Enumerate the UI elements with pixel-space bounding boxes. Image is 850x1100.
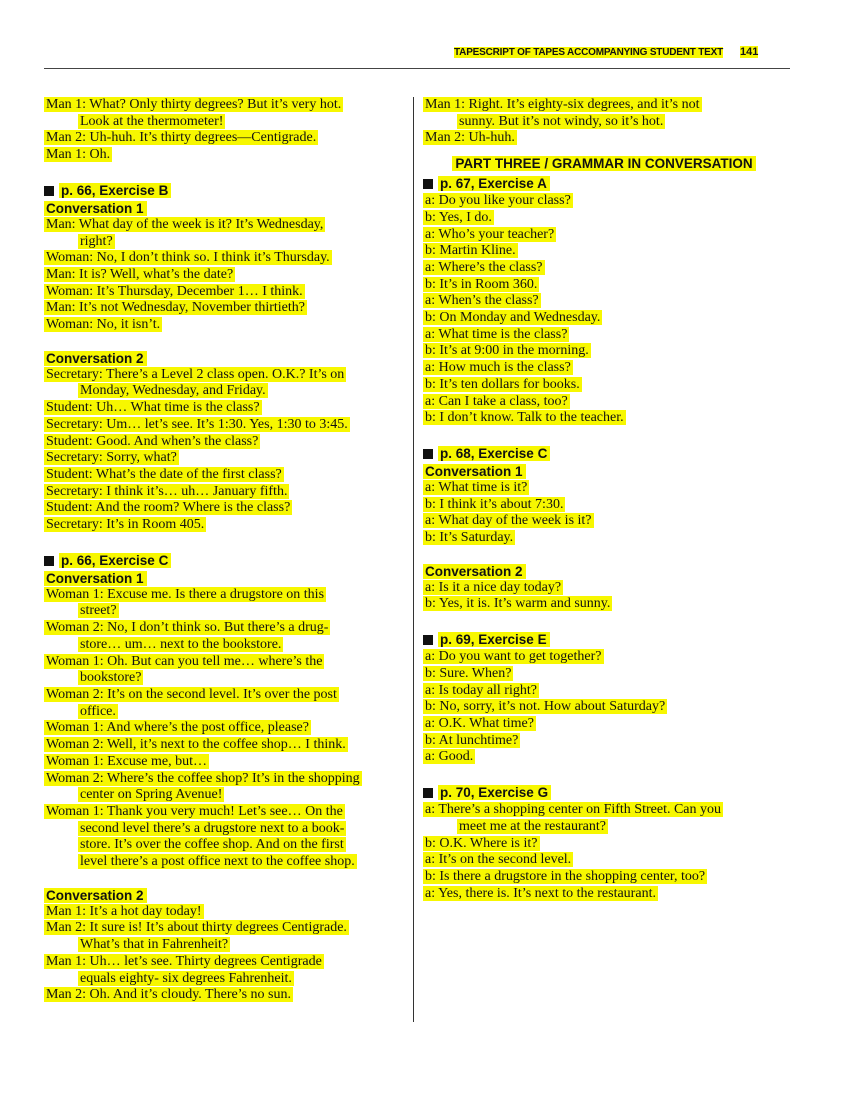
dialogue-text: a: Good. (425, 749, 474, 765)
dialogue-line (44, 467, 402, 484)
exercise-heading (423, 631, 785, 649)
dialogue-line (423, 114, 785, 131)
dialogue-line (44, 737, 402, 754)
dialogue-line (423, 596, 785, 613)
exercise-heading-text: p. 68, Exercise C (438, 446, 550, 461)
dialogue-line (44, 97, 402, 114)
dialogue-text: Monday, Wednesday, and Friday. (80, 383, 266, 399)
dialogue-line (44, 704, 402, 721)
dialogue-line (44, 987, 402, 1004)
dialogue-line (423, 513, 785, 530)
dialogue-text: b: At lunchtime? (425, 732, 519, 748)
dialogue-text: Woman 2: No, I don’t think so. But there’s a drug- (46, 620, 329, 636)
dialogue-text: Student: Uh… What time is the class? (46, 400, 260, 416)
conversation-heading-text: Conversation 1 (44, 201, 147, 216)
dialogue-text: Secretary: Um… let’s see. It’s 1:30. Yes, 1:30 to 3:45. (46, 416, 348, 432)
dialogue-line (423, 227, 785, 244)
dialogue-text: Man: What day of the week is it? It’s Wednesday, (46, 216, 324, 232)
dialogue-text: Look at the thermometer! (80, 113, 224, 129)
conversation-heading (423, 463, 785, 480)
dialogue-text: Man 1: Uh… let’s see. Thirty degrees Centigrade (46, 953, 322, 969)
dialogue-text: Man 1: It’s a hot day today! (46, 903, 202, 919)
dialogue-text: Woman 2: It’s on the second level. It’s over the post (46, 686, 337, 702)
dialogue-text: a: It’s on the second level. (425, 852, 572, 868)
dialogue-line (423, 580, 785, 597)
dialogue-line (423, 260, 785, 277)
dialogue-line (423, 360, 785, 377)
dialogue-line (44, 720, 402, 737)
dialogue-line (44, 954, 402, 971)
dialogue-line (423, 343, 785, 360)
dialogue-text: Woman 1: Oh. But can you tell me… where’s the (46, 653, 323, 669)
exercise-heading-text: p. 69, Exercise E (438, 632, 550, 647)
dialogue-text: b: It’s at 9:00 in the morning. (425, 343, 589, 359)
dialogue-text: Woman 1: Excuse me. Is there a drugstore on this (46, 586, 325, 602)
conversation-heading (423, 563, 785, 580)
dialogue-line (423, 699, 785, 716)
dialogue-text: a: O.K. What time? (425, 715, 534, 731)
dialogue-line (423, 497, 785, 514)
dialogue-text: meet me at the restaurant? (459, 818, 606, 834)
dialogue-text: b: Sure. When? (425, 665, 512, 681)
dialogue-text: Man 1: Oh. (46, 147, 111, 163)
dialogue-text: a: Yes, there is. It’s next to the restaurant. (425, 885, 656, 901)
dialogue-line (44, 854, 402, 871)
dialogue-line (44, 687, 402, 704)
dialogue-text: a: What time is the class? (425, 326, 568, 342)
dialogue-text: b: It’s ten dollars for books. (425, 376, 580, 392)
dialogue-text: b: On Monday and Wednesday. (425, 310, 601, 326)
conversation-heading-text: Conversation 2 (423, 564, 526, 579)
square-bullet-icon (423, 179, 433, 189)
dialogue-line (44, 234, 402, 251)
dialogue-text: office. (80, 703, 116, 719)
dialogue-line (44, 450, 402, 467)
dialogue-line (44, 517, 402, 534)
left-column (44, 97, 402, 1004)
dialogue-text: b: Martin Kline. (425, 243, 516, 259)
dialogue-text: store. It’s over the coffee shop. And on the first (80, 837, 344, 853)
dialogue-line (423, 243, 785, 260)
square-bullet-icon (423, 788, 433, 798)
conversation-heading-text: Conversation 2 (44, 351, 147, 366)
dialogue-text: second level there’s a drugstore next to a book- (80, 820, 345, 836)
conversation-heading (44, 200, 402, 217)
exercise-heading-text: p. 70, Exercise G (438, 785, 551, 800)
dialogue-line (423, 666, 785, 683)
dialogue-text: Woman 1: Thank you very much! Let’s see… On the (46, 803, 343, 819)
dialogue-line (44, 500, 402, 517)
dialogue-text: b: Is there a drugstore in the shopping center, too? (425, 868, 706, 884)
dialogue-text: Student: Good. And when’s the class? (46, 433, 259, 449)
dialogue-line (44, 267, 402, 284)
spacer (423, 427, 785, 443)
dialogue-text: Man 2: Uh-huh. It’s thirty degrees—Centigrade. (46, 130, 317, 146)
dialogue-text: Student: What’s the date of the first class? (46, 466, 282, 482)
page-number: 141 (740, 46, 759, 58)
dialogue-text: a: When’s the class? (425, 293, 539, 309)
dialogue-line (423, 210, 785, 227)
dialogue-line (44, 904, 402, 921)
dialogue-text: Man 2: It sure is! It’s about thirty degrees Centigrade. (46, 920, 347, 936)
dialogue-text: Secretary: I think it’s… uh… January fifth. (46, 483, 288, 499)
exercise-heading-text: p. 66, Exercise C (59, 553, 171, 568)
dialogue-text: Man 2: Uh-huh. (425, 130, 515, 146)
dialogue-line (44, 654, 402, 671)
dialogue-text: a: There’s a shopping center on Fifth Street. Can you (425, 802, 722, 818)
dialogue-line (44, 434, 402, 451)
dialogue-text: center on Spring Avenue! (80, 787, 223, 803)
spacer (44, 334, 402, 350)
dialogue-line (44, 217, 402, 234)
dialogue-line (44, 771, 402, 788)
dialogue-line (44, 147, 402, 164)
dialogue-text: Secretary: Sorry, what? (46, 450, 177, 466)
dialogue-line (423, 819, 785, 836)
dialogue-line (44, 920, 402, 937)
dialogue-line (44, 787, 402, 804)
dialogue-line (44, 587, 402, 604)
dialogue-text: b: O.K. Where is it? (425, 835, 538, 851)
dialogue-line (44, 300, 402, 317)
dialogue-line (44, 400, 402, 417)
dialogue-line (423, 716, 785, 733)
dialogue-line (423, 869, 785, 886)
dialogue-text: a: Do you want to get together? (425, 649, 602, 665)
page-header (0, 0, 850, 80)
dialogue-text: Man: It is? Well, what’s the date? (46, 266, 234, 282)
conversation-heading-text: Conversation 1 (423, 464, 526, 479)
dialogue-line (44, 284, 402, 301)
exercise-heading (423, 175, 785, 193)
dialogue-text: a: Do you like your class? (425, 193, 571, 209)
dialogue-line (423, 802, 785, 819)
dialogue-text: a: Can I take a class, too? (425, 393, 568, 409)
dialogue-text: a: Where’s the class? (425, 259, 543, 275)
dialogue-text: a: What time is it? (425, 479, 528, 495)
dialogue-line (44, 317, 402, 334)
dialogue-text: a: What day of the week is it? (425, 513, 592, 529)
part-heading-text: PART THREE / GRAMMAR IN CONVERSATION (452, 156, 755, 171)
dialogue-text: Woman 2: Where’s the coffee shop? It’s in the shopping (46, 770, 360, 786)
dialogue-text: Woman 2: Well, it’s next to the coffee shop… I think. (46, 737, 346, 753)
dialogue-text: Man 1: What? Only thirty degrees? But it’s very hot. (46, 97, 342, 112)
spacer (44, 534, 402, 550)
exercise-heading (423, 445, 785, 463)
running-title: TAPESCRIPT OF TAPES ACCOMPANYING STUDENT TEXT (454, 47, 723, 58)
square-bullet-icon (423, 635, 433, 645)
dialogue-text: b: Yes, I do. (425, 209, 492, 225)
dialogue-text: Woman 1: Excuse me, but… (46, 753, 208, 769)
dialogue-text: b: I don’t know. Talk to the teacher. (425, 410, 624, 426)
dialogue-line (423, 733, 785, 750)
dialogue-line (44, 250, 402, 267)
dialogue-line (44, 937, 402, 954)
square-bullet-icon (423, 449, 433, 459)
dialogue-text: street? (80, 603, 117, 619)
dialogue-text: a: How much is the class? (425, 360, 571, 376)
dialogue-text: b: No, sorry, it’s not. How about Saturday? (425, 699, 666, 715)
dialogue-text: b: It’s Saturday. (425, 530, 514, 546)
dialogue-text: bookstore? (80, 670, 142, 686)
dialogue-line (44, 971, 402, 988)
dialogue-text: b: Yes, it is. It’s warm and sunny. (425, 596, 611, 612)
dialogue-line (44, 484, 402, 501)
dialogue-text: a: Who’s your teacher? (425, 226, 555, 242)
dialogue-line (423, 649, 785, 666)
exercise-heading-text: p. 67, Exercise A (438, 176, 550, 191)
dialogue-text: Woman: It’s Thursday, December 1… I think. (46, 283, 303, 299)
exercise-heading (44, 182, 402, 200)
dialogue-line (44, 804, 402, 821)
dialogue-line (423, 377, 785, 394)
dialogue-text: Woman 1: And where’s the post office, please? (46, 720, 309, 736)
square-bullet-icon (44, 186, 54, 196)
dialogue-line (423, 327, 785, 344)
dialogue-line (423, 530, 785, 547)
dialogue-line (44, 114, 402, 131)
dialogue-line (423, 130, 785, 147)
square-bullet-icon (44, 556, 54, 566)
conversation-heading (44, 350, 402, 367)
dialogue-line (423, 749, 785, 766)
dialogue-line (423, 410, 785, 427)
dialogue-line (44, 837, 402, 854)
dialogue-line (423, 277, 785, 294)
exercise-heading-text: p. 66, Exercise B (59, 183, 171, 198)
dialogue-text: right? (80, 233, 113, 249)
dialogue-text: a: Is today all right? (425, 682, 537, 698)
right-column (423, 97, 785, 902)
dialogue-line (44, 670, 402, 687)
dialogue-line (44, 367, 402, 384)
conversation-heading-text: Conversation 2 (44, 888, 147, 903)
dialogue-text: Woman: No, I don’t think so. I think it’s Thursday. (46, 250, 330, 266)
dialogue-text: Student: And the room? Where is the class? (46, 500, 291, 516)
dialogue-line (44, 417, 402, 434)
dialogue-line (44, 383, 402, 400)
dialogue-text: equals eighty- six degrees Fahrenheit. (80, 970, 292, 986)
dialogue-line (423, 683, 785, 700)
spacer (423, 766, 785, 782)
spacer (44, 164, 402, 180)
dialogue-text: b: I think it’s about 7:30. (425, 496, 564, 512)
dialogue-line (423, 310, 785, 327)
dialogue-line (423, 836, 785, 853)
dialogue-line (423, 293, 785, 310)
spacer (44, 871, 402, 887)
dialogue-line (44, 821, 402, 838)
dialogue-text: Man: It’s not Wednesday, November thirtieth? (46, 300, 305, 316)
dialogue-line (423, 394, 785, 411)
dialogue-line (44, 130, 402, 147)
dialogue-text: What’s that in Fahrenheit? (80, 937, 229, 953)
dialogue-line (423, 97, 785, 114)
dialogue-text: level there’s a post office next to the coffee shop. (80, 854, 355, 870)
header-rule (44, 68, 790, 69)
dialogue-line (423, 886, 785, 903)
dialogue-line (423, 480, 785, 497)
column-divider (413, 97, 414, 1022)
conversation-heading (44, 887, 402, 904)
conversation-heading-text: Conversation 1 (44, 571, 147, 586)
conversation-heading (44, 570, 402, 587)
dialogue-line (44, 754, 402, 771)
dialogue-text: store… um… next to the bookstore. (80, 636, 282, 652)
dialogue-text: Secretary: There’s a Level 2 class open. O.K.? It’s on (46, 366, 345, 382)
dialogue-text: Man 2: Oh. And it’s cloudy. There’s no sun. (46, 987, 291, 1003)
dialogue-line (423, 852, 785, 869)
dialogue-text: a: Is it a nice day today? (425, 579, 562, 595)
dialogue-line (44, 620, 402, 637)
spacer (423, 547, 785, 563)
dialogue-line (423, 193, 785, 210)
dialogue-line (44, 637, 402, 654)
dialogue-line (44, 603, 402, 620)
part-heading (423, 155, 785, 173)
spacer (423, 613, 785, 629)
dialogue-text: Man 1: Right. It’s eighty-six degrees, and it’s not (425, 97, 700, 112)
exercise-heading (423, 784, 785, 802)
dialogue-text: Secretary: It’s in Room 405. (46, 517, 205, 533)
dialogue-text: sunny. But it’s not windy, so it’s hot. (459, 113, 664, 129)
dialogue-text: b: It’s in Room 360. (425, 276, 538, 292)
exercise-heading (44, 552, 402, 570)
dialogue-text: Woman: No, it isn’t. (46, 317, 161, 333)
